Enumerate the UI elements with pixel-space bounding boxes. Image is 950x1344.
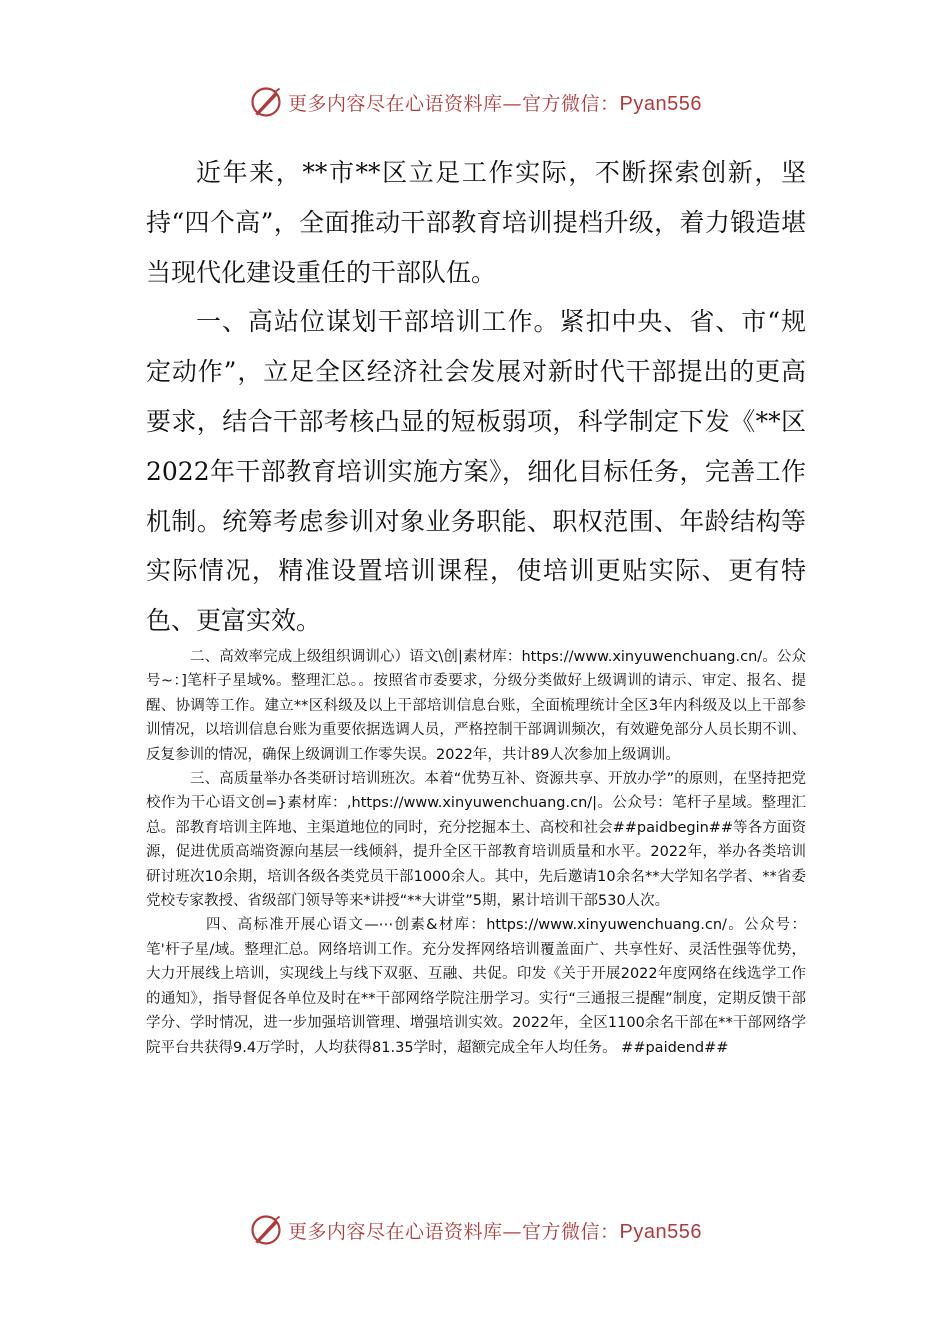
- footer-banner-text: [288, 1217, 702, 1244]
- pen-logo-icon: [248, 1212, 284, 1248]
- intro-paragraph: 近年来，**市**区立足工作实际，不断探索创新，坚持“四个高”，全面推动干部教育培训提档升级，着力锻造堪当现代化建设重任的干部队伍。: [146, 158, 806, 287]
- section-4-paragraph: 四、高标准开展心语文—⋯创素&材库：https://www.xinyuwenchuang.cn/。公众号：笔'杆子星/域。整理汇总。网络培训工作。充分发挥网络培训覆盖面广、共享性好、灵活性强等优势，大力开展线上培训，实现线上与线下双驱、互融、共促。印发《关于开展2022年度网络在线选学工作的通知》，指导督促各单位及时在**干部网络学院注册学习。实行“三通报三提醒”制度，定期反馈干部学分、学时情况，进一步加强培训管理、增强培训实效。2022年，全区1100余名干部在**干部网络学院平台共获得9.4万学时，人均获得81.35学时，超额完成全年人均任务。 ##paidend##: [146, 917, 806, 1056]
- footer-banner: [0, 1210, 950, 1250]
- footer-banner-wechat-id: Pyan556: [619, 1220, 702, 1243]
- pen-logo-icon: [248, 84, 284, 120]
- main-text-small: [146, 645, 806, 1060]
- section-3-paragraph: 三、高质量举办各类研讨培训班次。本着“优势互补、资源共享、开放办学”的原则，在坚持把党校作为干心语文创=}素材库：,https://www.xinyuwenchuang.cn/|。公众号：笔杆子星域。整理汇总。部教育培训主阵地、主渠道地位的同时，充分挖掘本土、高校和社会##paidbegin##等各方面资源，促进优质高端资源向基层一线倾斜，提升全区干部教育培训质量和水平。2022年，举办各类培训研讨班次10余期，培训各级各类党员干部1000余人。其中，先后邀请10余名**大学知名学者、**省委党校专家教授、省级部门领导等来*讲授“**大讲堂”5期，累计培训干部530人次。: [146, 771, 806, 910]
- section-2-paragraph: 二、高效率完成上级组织调训心）语文\创|素材库：https://www.xinyuwenchuang.cn/。公众号~：]笔杆子星域%。整理汇总。。按照省市委要求，分级分类做好上级调训的请示、审定、报名、提醒、协调等工作。建立**区科级及以上干部培训信息台账，全面梳理统计全区3年内科级及以上干部参训情况，以培训信息台账为重要依据选调人员，严格控制干部调训频次，有效避免部分人员长期不训、反复参训的情况，确保上级调训工作零失误。2022年，共计89人次参加上级调训。: [146, 649, 806, 763]
- header-banner-text: [288, 89, 702, 116]
- main-text-large: [146, 148, 806, 646]
- header-banner-cn: 更多内容尽在心语资料库—官方微信：: [288, 92, 620, 115]
- footer-banner-cn: 更多内容尽在心语资料库—官方微信：: [288, 1220, 620, 1243]
- section-1-paragraph: 一、高站位谋划干部培训工作。紧扣中央、省、市“规定动作”，立足全区经济社会发展对新时代干部提出的更高要求，结合干部考核凸显的短板弱项，科学制定下发《**区2022年干部教育培训实施方案》，细化目标任务，完善工作机制。统筹考虑参训对象业务职能、职权范围、年龄结构等实际情况，精准设置培训课程，使培训更贴实际、更有特色、更富实效。: [146, 307, 806, 636]
- header-banner: [0, 82, 950, 122]
- header-banner-wechat-id: Pyan556: [619, 92, 702, 115]
